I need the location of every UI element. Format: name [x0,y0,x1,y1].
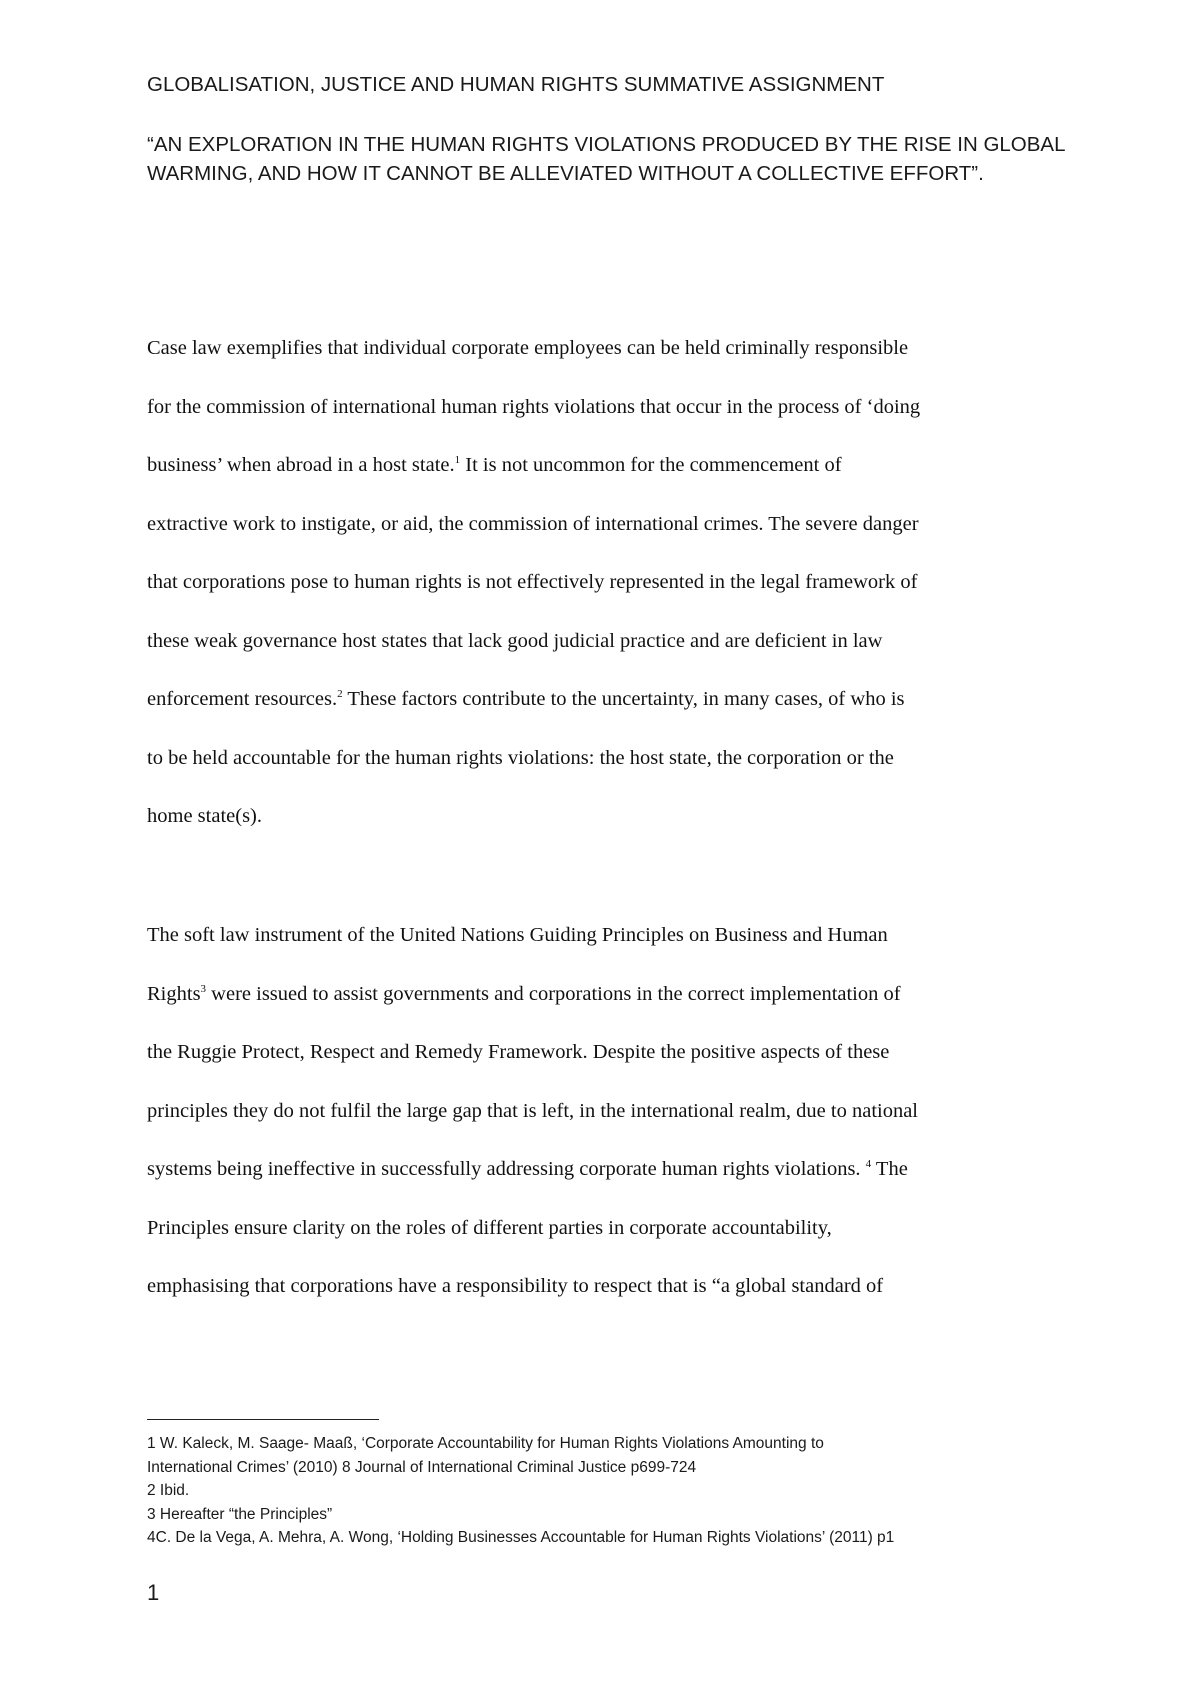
footnote-text: Hereafter “the Principles” [155,1505,333,1523]
footnote-number: 3 [147,1505,156,1523]
page-number: 1 [147,1580,160,1605]
footnote-number: 4 [147,1529,156,1546]
paragraph-line: The soft law instrument of the United Nations Guiding Principles on Business and Human [147,924,888,946]
paragraph-2 [147,906,918,1316]
footnote-ref-1: 1 [454,454,461,466]
paragraph-text: These factors contribute to the uncertainty, in many cases, of who is [342,688,905,710]
footnote-ref-3: 3 [200,982,207,995]
paragraph-line [147,436,920,495]
document-subtitle: “AN EXPLORATION IN THE HUMAN RIGHTS VIOLATIONS PRODUCED BY THE RISE IN GLOBAL WARMING, AND HOW IT CANNOT BE ALLEVIATED WITHOUT A COLLECTIVE EFFORT”. [147,133,1065,185]
footnote-text: C. De la Vega, A. Mehra, A. Wong, ‘Holding Businesses Accountable for Human Rights Violations’ (2011) p1 [155,1529,895,1546]
footnote-3 [147,1503,894,1527]
paragraph-text: systems being ineffective in successfully addressing corporate human rights violations. [147,1158,866,1180]
footnote-text: W. Kaleck, M. Saage- Maaß, ‘Corporate Accountability for Human Rights Violations Amounting to [155,1435,824,1452]
paragraph-line: that corporations pose to human rights is not effectively represented in the legal framework of [147,571,918,593]
paragraph-text: were issued to assist governments and corporations in the correct implementation of [206,982,901,1005]
paragraph-line [147,965,918,1024]
paragraph-1 [147,319,920,846]
footnotes [147,1432,894,1550]
paragraph-line: principles they do not fulfil the large gap that is left, in the international realm, due to national [147,1099,919,1122]
footnote-ref-4: 4 [865,1158,872,1170]
footnote-ref-2: 2 [337,688,343,700]
footnote-number: 2 [147,1482,156,1499]
footnote-1 [147,1432,894,1456]
paragraph-line: Principles ensure clarity on the roles of different parties in corporate accountability, [147,1216,832,1239]
document-title: GLOBALISATION, JUSTICE AND HUMAN RIGHTS SUMMATIVE ASSIGNMENT [147,73,885,96]
footnote-2 [147,1479,894,1503]
paragraph-line: emphasising that corporations have a responsibility to respect that is “a global standard of [147,1275,884,1297]
paragraph-line [147,670,920,729]
footnote-4 [147,1526,894,1550]
paragraph-text: It is not uncommon for the commencement of [460,454,842,476]
paragraph-line: to be held accountable for the human rights violations: the host state, the corporation or the [147,746,894,769]
paragraph-line: extractive work to instigate, or aid, the commission of international crimes. The severe danger [147,512,919,535]
paragraph-text: enforcement resources. [147,688,338,710]
paragraph-line [147,1140,918,1199]
footnote-text: Ibid. [155,1482,190,1499]
footnote-separator [147,1419,379,1420]
footnote-1-continued: International Crimes’ (2010) 8 Journal of International Criminal Justice p699-724 [147,1458,697,1476]
footnote-number: 1 [147,1435,156,1452]
paragraph-text: business’ when abroad in a host state. [147,454,455,476]
paragraph-text: The [871,1158,908,1180]
paragraph-line: home state(s). [147,805,262,827]
paragraph-line: for the commission of international human rights violations that occur in the process of ‘doing [147,395,921,418]
paragraph-text: Rights [147,982,201,1005]
paragraph-line: Case law exemplifies that individual corporate employees can be held criminally responsible [147,337,909,359]
paragraph-line: these weak governance host states that lack good judicial practice and are deficient in law [147,629,883,652]
paragraph-line: the Ruggie Protect, Respect and Remedy Framework. Despite the positive aspects of these [147,1041,890,1063]
